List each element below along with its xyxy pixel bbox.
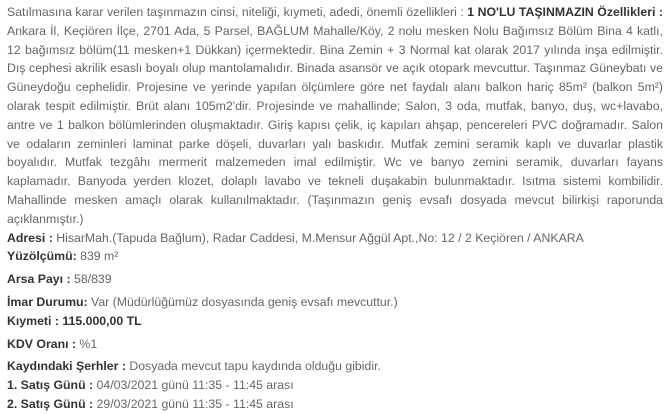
vat-label: KDV Oranı : (7, 336, 77, 351)
address-label: Adresi : (7, 230, 53, 245)
annotations-row (7, 357, 663, 376)
property-description (7, 3, 663, 229)
address-value: HisarMah.(Tapuda Bağlum), Radar Caddesi, M.Mensur Ağgül Apt.,No: 12 / 2 Keçiören / ANKARA (52, 230, 584, 245)
value-label: Kıymeti : (7, 313, 59, 328)
zoning-row (7, 293, 663, 312)
sale-day-1-row (7, 376, 663, 395)
description-body: Ankara İl, Keçiören İlçe, 2701 Ada, 5 Parsel, BAĞLUM Mahalle/Köy, 2 nolu mesken Nolu Bağımsız Bölüm Bina 4 katlı, 12 bağımsız bölüm(11 mesken+1 Dükkan) içermektedir. Bina Zemin + 3 Normal kat olarak 2017 yılında inşa edilmiştir. Dış cephesi akrilik esaslı boyalı olup mantolamalıdır. Binada asansör ve açık otopark mevcuttur. Taşınmaz Güneybatı ve Güneydoğu cephelidir. Projesine ve yerinde yapılan ölçümlere göre net faydalı alanı balkon hariç 85m² (balkon 5m²) olarak tespit edilmiştir. Brüt alanı 105m2'dir. Projesinde ve mahallinde; Salon, 3 oda, mutfak, banyo, duş, wc+lavabo, antre ve 1 balkon bölümlerinden oluşmaktadır. Giriş kapısı çelik, iç kapıları ahşap, pencereleri PVC doğramadır. Salon ve odaların zeminleri laminat parke döşeli, duvarları yalı baskıdır. Mutfak zemini seramik kaplı ve duvarlar plastik boyalıdır. Mutfak tezgâhı mermerit malzemeden imal edilmiştir. Wc ve banyo zemini seramik, duvarları fayans kaplamadır. Banyoda yerden klozet, dolaplı lavabo ve tekneli duşakabin bulunmaktadır. Isıtma sistemi kombilidir. Mahallinde mesken amaçlı olarak kullanılmaktadır. (Taşınmazın geniş evsafı dosyada mevcut bilirkişi raporunda açıklanmıştır.) (7, 23, 663, 226)
vat-value: %1 (76, 336, 98, 351)
sale-day-2-value: 29/03/2021 günü 11:35 - 11:45 arası (93, 396, 294, 411)
zoning-label: İmar Durumu: (7, 294, 88, 309)
land-share-row (7, 270, 663, 289)
sale-day-1-value: 04/03/2021 günü 11:35 - 11:45 arası (93, 378, 294, 393)
value-amount: 115.000,00 TL (58, 313, 142, 328)
sale-day-1-label: 1. Satış Günü : (7, 378, 94, 393)
annotations-label: Kaydındaki Şerhler : (7, 359, 126, 374)
sale-day-2-row (7, 395, 663, 414)
property-number-heading: 1 NO'LU TAŞINMAZIN Özellikleri : (467, 5, 663, 19)
area-row (7, 247, 663, 266)
value-row (7, 312, 663, 331)
description-lead: Satılmasına karar verilen taşınmazın cinsi, niteliği, kıymeti, adedi, önemli özellikleri : (7, 5, 468, 19)
land-share-value: 58/839 (70, 272, 112, 287)
land-share-label: Arsa Payı : (7, 272, 71, 287)
zoning-value: Var (Müdürlüğümüz dosyasında geniş evsafı mevcuttur.) (87, 294, 398, 309)
address-row (7, 229, 663, 248)
area-label: Yüzölçümü: (7, 249, 77, 264)
area-value: 839 m² (76, 249, 119, 264)
vat-row (7, 335, 663, 354)
annotations-value: Dosyada mevcut tapu kaydında olduğu gibidir. (125, 359, 381, 374)
sale-day-2-label: 2. Satış Günü : (7, 396, 94, 411)
